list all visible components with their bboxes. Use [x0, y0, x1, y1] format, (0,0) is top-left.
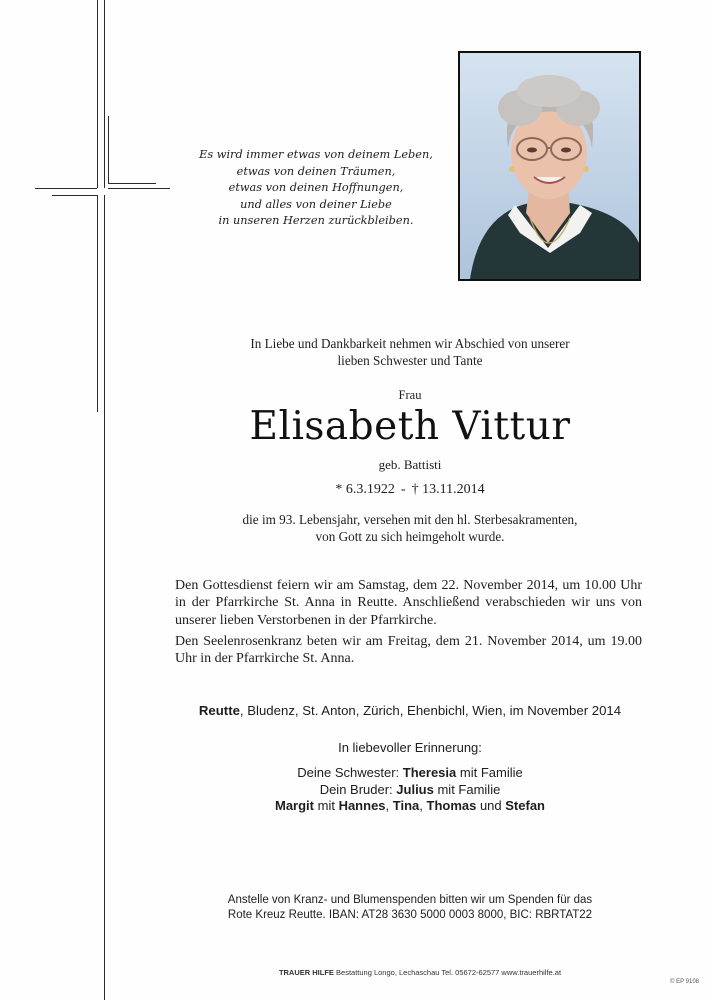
sister-name: Theresia	[402, 765, 457, 780]
intro-line-1: In Liebe und Dankbarkeit nehmen wir Abschied von unserer	[250, 336, 570, 351]
footer-brand: TRAUER HILFE	[278, 968, 334, 977]
places-line	[190, 703, 630, 718]
birth-date: * 6.3.1922	[335, 482, 395, 497]
brother-suffix: mit Familie	[433, 781, 501, 797]
funeral-paragraph: Den Gottesdienst feiern wir am Samstag, dem 22. November 2014, um 10.00 Uhr in der Pfarrkirche St. Anna in Reutte. Anschließend verabschieden wir uns von unserer lieben Verstorbenen in der Pfarrkirche.	[175, 578, 642, 628]
relative-name: Tina	[392, 798, 420, 813]
poem-line: in unseren Herzen zurückbleiben.	[218, 214, 414, 228]
portrait-photo	[458, 51, 641, 281]
donation-line-1: Anstelle von Kranz- und Blumenspenden bitten wir um Spenden für das	[227, 894, 593, 906]
portrait-illustration	[460, 53, 639, 279]
relative-name: Thomas	[426, 798, 477, 813]
intro-text	[190, 335, 630, 369]
deceased-name: Elisabeth Vittur	[249, 404, 571, 449]
donation-line-2: Rote Kreuz Reutte. IBAN: AT28 3630 5000 0003 8000, BIC: RBRTAT22	[227, 909, 593, 921]
poem-line: etwas von deinen Träumen,	[236, 164, 396, 178]
connector: und	[476, 798, 506, 813]
poem	[196, 147, 436, 230]
family-sister	[190, 765, 630, 782]
age-text	[190, 511, 630, 545]
life-dates	[190, 482, 630, 498]
memory-heading: In liebevoller Erinnerung:	[338, 740, 482, 755]
death-date: † 13.11.2014	[411, 482, 485, 497]
sister-label: Deine Schwester:	[297, 765, 403, 780]
relative-name: Margit	[275, 798, 314, 813]
age-line-2: von Gott zu sich heimgeholt wurde.	[315, 529, 505, 544]
relative-name: Hannes	[338, 798, 386, 813]
places-rest: , Bludenz, St. Anton, Zürich, Ehenbichl, Wien, im November 2014	[239, 703, 622, 718]
connector: mit	[314, 798, 339, 813]
place-highlight: Reutte	[198, 703, 240, 718]
sister-suffix: mit Familie	[456, 765, 523, 780]
poem-line: Es wird immer etwas von deinem Leben,	[199, 148, 433, 161]
footer-contact: Bestattung Longo, Lechaschau Tel. 05672-62577 www.trauerhilfe.at	[333, 968, 562, 977]
brother-name: Julius	[396, 781, 434, 797]
date-separator: -	[400, 482, 406, 497]
intro-line-2: lieben Schwester und Tante	[337, 353, 483, 368]
poem-line: und alles von deiner Liebe	[240, 197, 392, 211]
age-line-1: die im 93. Lebensjahr, versehen mit den hl. Sterbesakramenten,	[242, 512, 578, 527]
salutation: Frau	[398, 388, 422, 402]
poem-line: etwas von deinen Hoffnungen,	[228, 181, 404, 195]
connector: ,	[385, 798, 393, 813]
family-others	[190, 798, 630, 815]
family-list	[190, 765, 630, 815]
rosary-paragraph: Den Seelenrosenkranz beten wir am Freitag, dem 21. November 2014, um 19.00 Uhr in der Pfarrkirche St. Anna.	[175, 634, 642, 667]
corner-code: © EP 9108	[670, 979, 699, 985]
relative-name: Stefan	[505, 798, 545, 813]
maiden-name: geb. Battisti	[378, 457, 442, 472]
brother-label: Dein Bruder:	[319, 781, 397, 797]
connector: ,	[419, 798, 427, 813]
donation-note	[190, 893, 630, 923]
family-brother	[190, 782, 630, 799]
footer-imprint	[160, 968, 680, 977]
